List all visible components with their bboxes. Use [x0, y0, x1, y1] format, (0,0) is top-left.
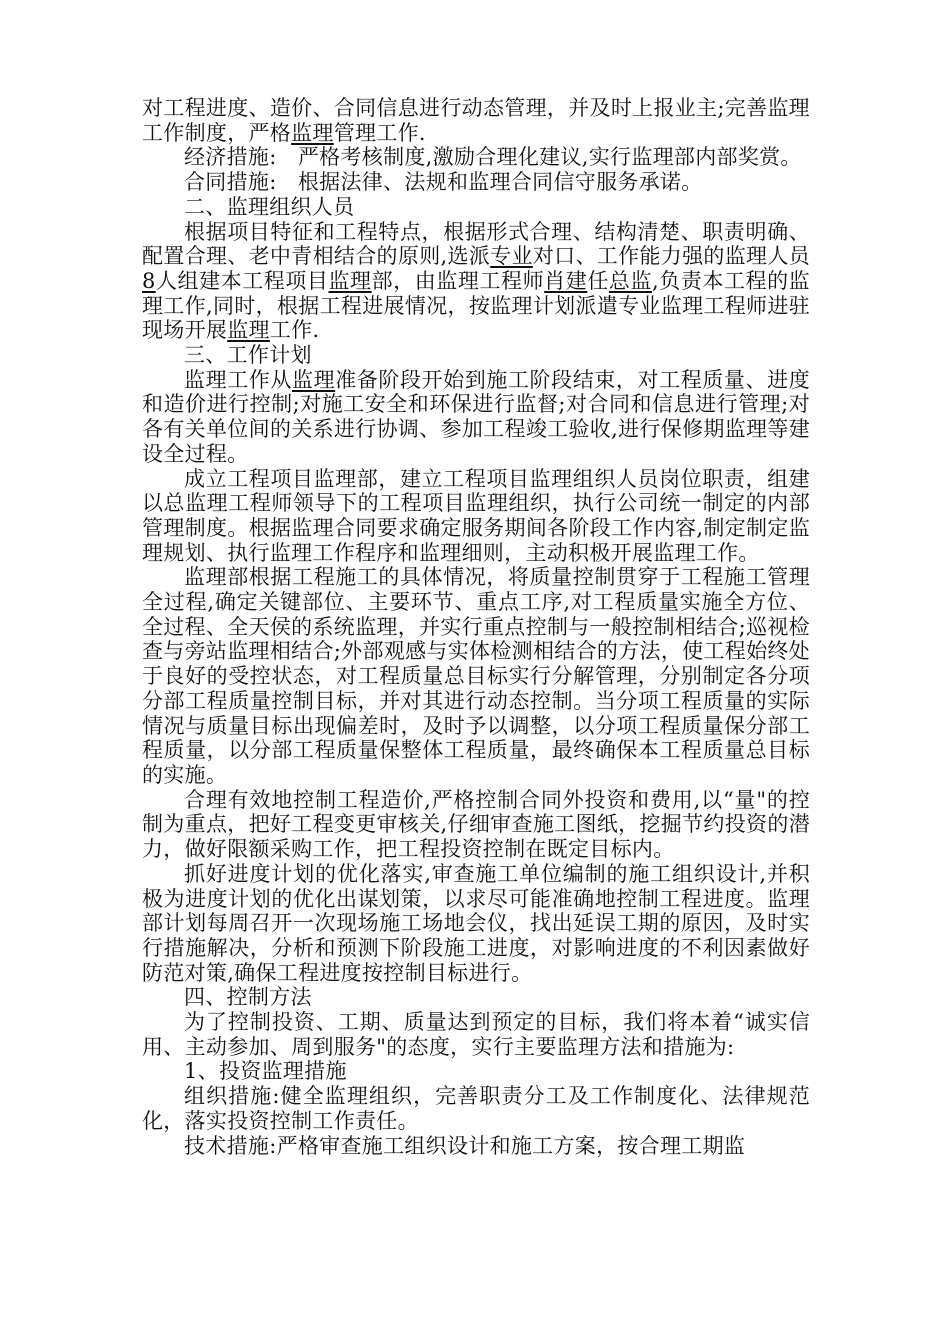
- text-run: ,负责本工程的监理工作,同时，根据工程进展情况，按监理计划派遣专业监理工程师进驻现场开展: [142, 268, 810, 343]
- underlined-text: 8: [142, 268, 156, 293]
- paragraph-contract-measures: 合同措施: 根据法律、法规和监理合同信守服务承诺。: [184, 170, 703, 195]
- text-run: 人组建本工程项目: [155, 268, 329, 293]
- underlined-text: 总监: [608, 268, 653, 293]
- text-run: 对口、工作能力强的监理人员: [532, 244, 810, 269]
- paragraph-control-goals: 为了控制投资、工期、质量达到预定的目标，我们将本着“诚实信用、主动参加、周到服务"的态度，实行主要监理方法和措施为:: [142, 1010, 810, 1059]
- section-heading-staff: 二、监理组织人员: [184, 194, 355, 219]
- underlined-text: 监理: [227, 318, 270, 343]
- paragraph-quality-control: 监理部根据工程施工的具体情况，将质量控制贯穿于工程施工管理全过程,确定关键部位、主要环节、重点工序,对工程质量实施全方位、全过程、全天侯的系统监理，并实行重点控制与一般控制相结合;巡视检查与旁站监理相结合;外部观感与实体检测相结合的方法，使工程始终处于良好的受控状态，对工程质量总目标实行分解管理，分别制定各分项分部工程质量控制目标，并对其进行动态控制。当分项工程质量的实际情况与质量目标出现偏差时，及时予以调整，以分项工程质量保分部工程质量，以分部工程质量保整体工程质量，最终确保本工程质量总目标的实施。: [142, 565, 810, 787]
- underlined-text: 监理: [291, 367, 336, 392]
- text-run: 准备阶段开始到施工阶段结束，对工程质量、进度和造价进行控制;对施工安全和环保进行监督;对合同和信息进行管理;对各有关单位间的关系进行协调、参加工程竣工验收,进行保修期监理等建设全过程。: [142, 367, 810, 466]
- paragraph-establish-department: 成立工程项目监理部，建立工程项目监理组织人员岗位职责，组建以总监理工程师领导下的工程项目监理组织，执行公司统一制定的内部管理制度。根据监理合同要求确定服务期间各阶段工作内容,制定制定监理规划、执行监理工作程序和监理细则，主动积极开展监理工作。: [142, 466, 810, 565]
- paragraph-cost-control: 合理有效地控制工程造价,严格控制合同外投资和费用,以“量"的控制为重点，把好工程变更审核关,仔细审查施工图纸，挖掘节约投资的潜力，做好限额采购工作，把工程投资控制在既定目标内。: [142, 787, 810, 862]
- paragraph-economic-measures: 经济措施: 严格考核制度,激励合理化建议,实行监理部内部奖赏。: [184, 145, 802, 170]
- underlined-text: 专业: [490, 244, 533, 269]
- paragraph-technical-measures: 技术措施:严格审查施工组织设计和施工方案，按合理工期监: [184, 1133, 746, 1158]
- text-run: 工作.: [269, 318, 320, 343]
- section-heading-control-methods: 四、控制方法: [184, 985, 312, 1010]
- underlined-text: 监理: [291, 120, 334, 145]
- text-run: 管理工作.: [333, 120, 426, 145]
- text-run: 监理工作从: [184, 367, 292, 392]
- text-run: 任: [587, 268, 609, 293]
- subsection-heading-investment: 1、投资监理措施: [184, 1059, 347, 1084]
- section-heading-work-plan: 三、工作计划: [184, 343, 312, 368]
- paragraph-staffing: [142, 220, 810, 344]
- text-run: 对工程进度、造价、合同信息进行动态管理，并及时上报业主;完善监理工作制度，严格: [142, 96, 810, 145]
- underlined-text: 肖建: [544, 268, 588, 293]
- document-body: [142, 96, 810, 1158]
- paragraph-work-scope: [142, 368, 810, 467]
- underlined-text: 监理: [328, 268, 372, 293]
- text-run: 部，由监理工程师: [371, 268, 545, 293]
- paragraph-schedule-control: 抓好进度计划的优化落实,审查施工单位编制的施工组织设计,并积极为进度计划的优化出谋划策，以求尽可能准确地控制工程进度。监理部计划每周召开一次现场施工场地会仪，找出延误工期的原因，及时实行措施解决，分析和预测下阶段施工进度，对影响进度的不利因素做好防范对策,确保工程进度按控制目标进行。: [142, 861, 810, 985]
- paragraph-organizational-measures: 组织措施:健全监理组织，完善职责分工及工作制度化、法律规范化，落实投资控制工作责任。: [142, 1084, 810, 1133]
- text-run: 根据项目特征和工程特点，根据形式合理、结构清楚、职责明确、配置合理、老中青相结合的原则,选派: [142, 219, 810, 269]
- paragraph-progress-management: [142, 96, 810, 145]
